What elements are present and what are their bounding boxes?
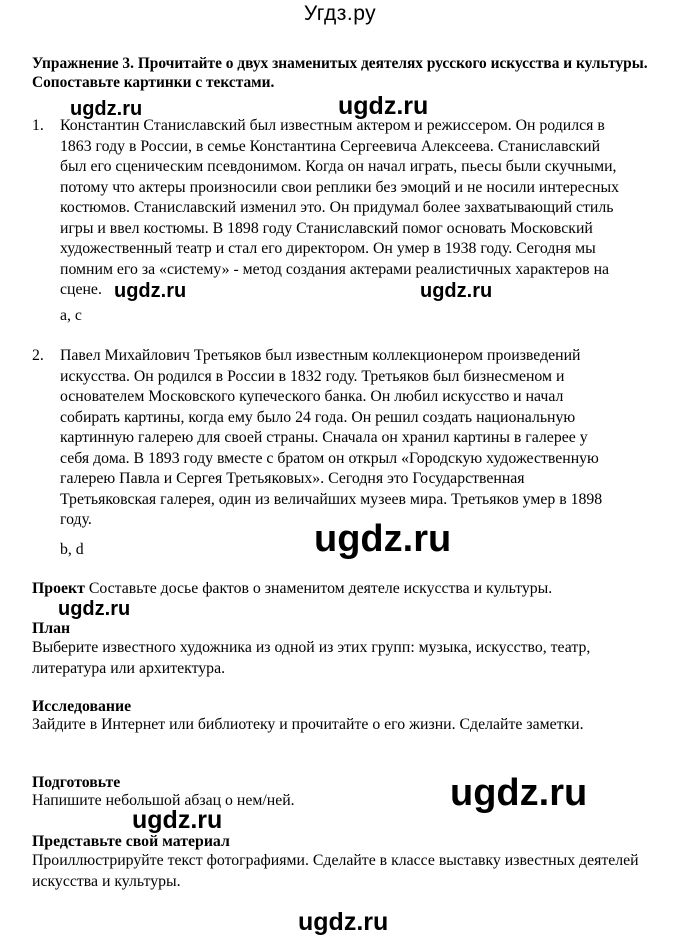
item-answer: b, d xyxy=(60,541,84,558)
item-number: 1. xyxy=(32,117,44,134)
section-title: План xyxy=(32,620,71,637)
section-text: Зайдите в Интернет или библиотеку и прочитайте о его жизни. Сделайте заметки. xyxy=(32,716,584,733)
section-title: Подготовьте xyxy=(32,774,121,791)
item-number: 2. xyxy=(32,347,44,364)
watermark: ugdz.ru xyxy=(338,92,429,120)
section-text: Напишите небольшой абзац о нем/ней. xyxy=(32,792,295,809)
section-text: Выберите известного художника из одной из этих групп: музыка, искусство, театр, литература или архитектура. xyxy=(32,639,591,677)
item-text: Константин Станиславский был известным актером и режиссером. Он родился в 1863 году в России, в семье Константина Сергеевича Алексеева. Станиславский был его сценическим псевдонимом. Когда он начал играть, пьесы были скучными, потому что актеры произносили свои реплики без эмоций и не носили интересных костюмов. Станиславский изменил это. Он придумал более захватывающий стиль игры и ввел костюмы. В 1898 году Станиславский помог основать Московский художественный театр и стал его директором. Он умер в 1938 году. Сегодня мы помним его за «систему» - метод создания актерами реалистичных характеров на сцене. xyxy=(60,117,619,298)
exercise-heading: Упражнение 3. Прочитайте о двух знаменитых деятелях русского искусства и культуры. Сопоставьте картинки с текстами. xyxy=(32,55,648,91)
project-intro xyxy=(32,579,657,600)
project-label: Проект xyxy=(32,580,85,597)
project-text: Составьте досье фактов о знаменитом деятеле искусства и культуры. xyxy=(88,580,553,597)
section-text: Проиллюстрируйте текст фотографиями. Сделайте в классе выставку известных деятелей искусства и культуры. xyxy=(32,852,639,890)
watermark: ugdz.ru xyxy=(450,772,588,814)
site-title: Угдз.ру xyxy=(303,2,377,25)
section-title: Исследование xyxy=(32,698,132,715)
watermark: ugdz.ru xyxy=(58,598,131,620)
watermark: ugdz.ru xyxy=(114,280,187,302)
watermark: ugdz.ru xyxy=(132,806,223,834)
watermark: ugdz.ru xyxy=(420,280,493,302)
item-answer: a, c xyxy=(60,307,82,324)
watermark: ugdz.ru xyxy=(298,908,389,936)
watermark: ugdz.ru xyxy=(314,518,452,560)
section-title: Представьте свой материал xyxy=(32,833,230,850)
watermark: ugdz.ru xyxy=(70,98,143,120)
item-text: Павел Михайлович Третьяков был известным коллекционером произведений искусства. Он родился в России в 1832 году. Третьяков был бизнесменом и основателем Московского купеческого банка. Он любил искусство и начал собирать картины, когда ему было 24 года. Он решил создать национальную картинную галерею для своей страны. Сначала он хранил картины в галерее у себя дома. В 1893 году вместе с братом он открыл «Городскую художественную галерею Павла и Сергея Третьяковых». Сегодня это Государственная Третьяковская галерея, один из величайших музеев мира. Третьяков умер в 1898 году. xyxy=(60,347,603,528)
